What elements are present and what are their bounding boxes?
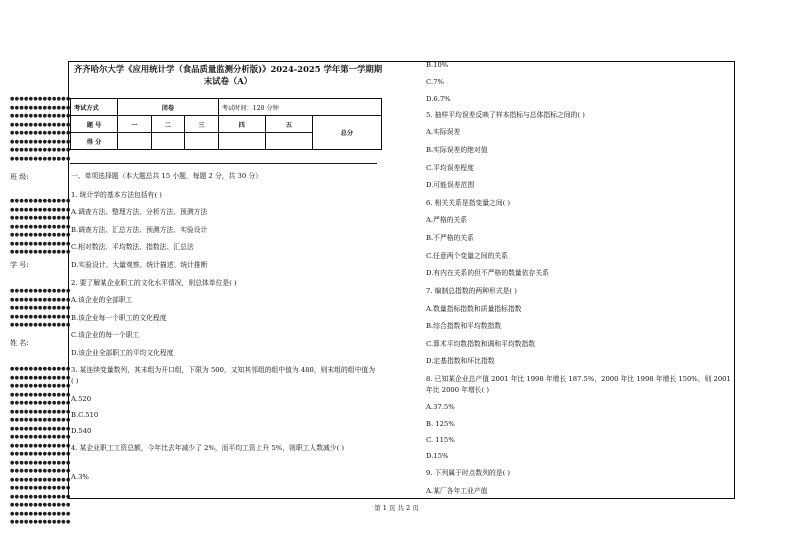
- question-6: 6. 相关关系是指变量之间( ): [426, 199, 511, 207]
- q2-option-c: C.该企业的每一个职工: [71, 331, 140, 339]
- score-cell: [118, 133, 152, 150]
- binding-dots: ●●●●●●●●●●●●● ●●●●●●●●●●●●● ●●●●●●●●●●●●● ●●●●●●●●●●●●● ●●●●●●●●●●●●●: [10, 288, 71, 328]
- question-5: 5. 抽样平均误差反映了样本指标与总体指标之间的( ): [426, 111, 585, 119]
- q7-option-a: A.数量指标指数和质量指标指数: [426, 305, 522, 313]
- q5-option-a: A.实际误差: [426, 128, 461, 136]
- q7-option-c: C.算术平均数指数和调和平均数指数: [426, 340, 536, 348]
- exam-time: 考试时间：120 分钟: [218, 99, 381, 116]
- q1-option-d: D.实验设计、大量观察、统计描述、统计推断: [71, 261, 208, 269]
- q3-option-a: A.520: [71, 395, 92, 403]
- binding-dots: ●●●●●●●●●●●●● ●●●●●●●●●●●●● ●●●●●●●●●●●●● ●●●●●●●●●●●●● ●●●●●●●●●●●●● ●●●●●●●●●●●●● ●●●●●●●●●●●●●: [10, 198, 71, 255]
- q1-option-b: B.调查方法、汇总方法、预测方法、实验设计: [71, 226, 208, 234]
- q7-option-b: B.综合指数和平均数指数: [426, 322, 502, 330]
- score-cell: [185, 133, 219, 150]
- q1-option-c: C.相对数法、平均数法、指数法、汇总法: [71, 243, 194, 251]
- question-3: 3. 某连续变量数列，其末组为开口组，下限为 500，又知其邻组的组中值为 480，则末组的组中值为( ): [71, 366, 375, 385]
- q7-option-d: D.定基指数和环比指数: [426, 357, 495, 365]
- question-label: 题 号: [71, 116, 118, 133]
- q8-option-a: A.37.5%: [426, 403, 455, 411]
- q9-option-a: A.某厂各年工业产值: [426, 487, 488, 495]
- class-label: 班 级:: [10, 173, 29, 181]
- q6-option-c: C.任意两个变量之间的关系: [426, 252, 508, 260]
- section-2: 二: [151, 116, 185, 133]
- question-9: 9. 下列属于时点数列的是( ): [426, 469, 511, 477]
- binding-dots: ●●●●●●●●●●●●● ●●●●●●●●●●●●● ●●●●●●●●●●●●● ●●●●●●●●●●●●● ●●●●●●●●●●●●● ●●●●●●●●●●●●● ●●●●●●●●●●●●● ●●●●●●●●●●●●●: [10, 96, 71, 162]
- question-4: 4. 某企业职工工资总额，今年比去年减少了 2%，而平均工资上升 5%，则职工人数减少( ): [71, 444, 345, 452]
- q8-option-c: C. 115%: [426, 436, 455, 444]
- q5-option-c: C.平均误差程度: [426, 164, 474, 172]
- section-heading: 一、单项选择题（本大题总共 15 小题，每题 2 分，共 30 分）: [71, 172, 262, 180]
- score-table: [70, 98, 382, 150]
- section-5: 五: [265, 116, 312, 133]
- binding-dots: ●●●●●●●●●●●●● ●●●●●●●●●●●●● ●●●●●●●●●●●●● ●●●●●●●●●●●●● ●●●●●●●●●●●●● ●●●●●●●●●●●●● ●●●●●●●●●●●●● ●●●●●●●●●●●●● ●●●●●●●●●●●●● ●●●●●●●●●●●●● ●●●●●●●●●●●●● ●●●●●●●●●●●●● ●●●●●●●●●●●●● ●●●●●●●●●●●●● ●●●●●●●●●●●●● ●●●●●●●●●●●●● ●●●●●●●●●●●●● ●●●●●●●●●●●●● ●●●●●●●●●●●●●: [10, 366, 71, 525]
- section-3: 三: [185, 116, 219, 133]
- exam-mode-value: 闭卷: [118, 99, 219, 116]
- page-number: 第 1 页 共 2 页: [374, 504, 419, 512]
- divider: [70, 163, 377, 164]
- score-cell: [218, 133, 265, 150]
- section-4: 四: [218, 116, 265, 133]
- q6-option-d: D.有内在关系的但不严格的数量依存关系: [426, 269, 549, 277]
- q4-option-a: A.3%: [71, 473, 89, 481]
- q8-option-b: B. 125%: [426, 420, 455, 428]
- q6-option-a: A.严格的关系: [426, 216, 468, 224]
- question-1: 1. 统计学的基本方法包括有( ): [71, 191, 162, 199]
- question-7: 7. 编制总指数的两种形式是( ): [426, 287, 517, 295]
- question-2: 2. 要了解某企业职工的文化水平情况，则总体单位是( ): [71, 279, 237, 287]
- score-label: 得 分: [71, 133, 118, 150]
- q4-option-c: C.7%: [426, 78, 444, 86]
- q5-option-b: B.实际误差的绝对值: [426, 146, 488, 154]
- q4-option-d: D.6.7%: [426, 95, 451, 103]
- question-8: 8. 已知某企业总产值 2001 年比 1998 年增长 187.5%，2000 年比 1998 年增长 150%，则 2001 年比 2000 年增长( ): [426, 375, 731, 394]
- exam-title: 齐齐哈尔大学《应用统计学（食品质量监测分析版)》2024-2025 学年第一学期期末试卷（A）: [73, 64, 383, 86]
- q3-option-bc: B.C.510: [71, 411, 99, 419]
- score-cell: [151, 133, 185, 150]
- score-cell: [265, 133, 312, 150]
- q6-option-b: B.不严格的关系: [426, 234, 474, 242]
- q4-option-b: B.10%: [426, 61, 449, 69]
- q8-option-d: D.15%: [426, 452, 449, 460]
- q2-option-a: A.该企业的全部职工: [71, 296, 133, 304]
- q2-option-d: D.该企业全部职工的平均文化程度: [71, 349, 174, 357]
- q1-option-a: A.调查方法、整理方法、分析方法、预测方法: [71, 208, 208, 216]
- q3-option-d: D.540: [71, 427, 92, 435]
- section-1: 一: [118, 116, 152, 133]
- name-label: 姓 名:: [10, 339, 29, 347]
- total-label: 总分: [312, 116, 381, 150]
- exam-mode-label: 考试方式: [71, 99, 118, 116]
- q2-option-b: B.该企业每一个职工的文化程度: [71, 314, 167, 322]
- student-id-label: 学 号:: [10, 261, 29, 269]
- q5-option-d: D.可能误差范围: [426, 181, 475, 189]
